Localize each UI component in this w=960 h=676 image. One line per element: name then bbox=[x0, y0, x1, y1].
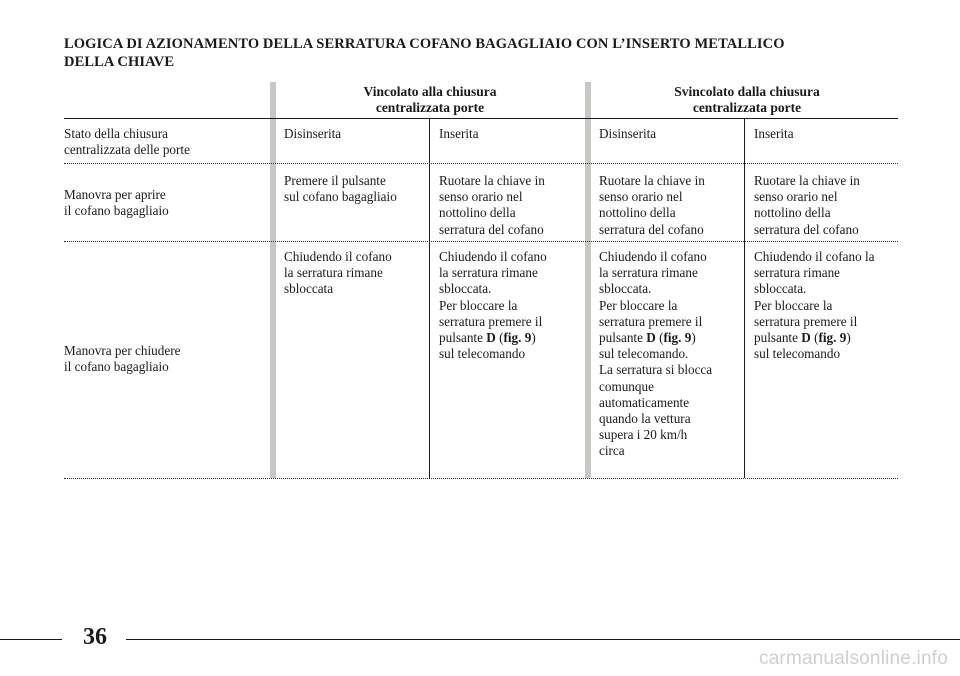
cell-text: Chiudendo il cofano la serratura rimane sbloccata. Per bloccare la serratura premere il pulsante bbox=[599, 249, 707, 346]
row-label-close-trunk: Manovra per chiudere il cofano bagagliaio bbox=[64, 343, 181, 375]
cell-text: Disinserita bbox=[599, 126, 657, 141]
cell-text: Inserita bbox=[754, 126, 794, 141]
cell-text: Chiudendo il cofano la serratura rimane sbloccata. Per bloccare la serratura premere il pulsante bbox=[439, 249, 547, 346]
cell-text: ( bbox=[810, 330, 819, 346]
cell-text: Inserita bbox=[439, 126, 479, 141]
page-title: LOGICA DI AZIONAMENTO DELLA SERRATURA COFANO BAGAGLIAIO CON L’INSERTO METALLICO DELLA CHIAVE bbox=[64, 36, 785, 70]
table-cell bbox=[439, 249, 547, 362]
table-header-rule bbox=[64, 118, 898, 119]
cell-bold-text: fig. 9 bbox=[818, 330, 847, 346]
watermark: carmanualsonline.info bbox=[758, 648, 948, 669]
table-cell bbox=[599, 249, 712, 460]
table-cell bbox=[439, 126, 479, 142]
footer-rule-left bbox=[0, 639, 62, 640]
cell-text: Ruotare la chiave in senso orario nel nottolino della serratura del cofano bbox=[439, 173, 545, 237]
table-cell bbox=[439, 173, 545, 238]
group-header-unlinked: Svincolato dalla chiusura centralizzata porte bbox=[674, 84, 820, 115]
group-header-linked: Vincolato alla chiusura centralizzata porte bbox=[363, 84, 497, 115]
row-divider bbox=[64, 241, 898, 242]
column-separator-bar-left bbox=[270, 82, 276, 478]
cell-text: Premere il pulsante sul cofano bagagliaio bbox=[284, 173, 397, 205]
page-number: 36 bbox=[83, 624, 107, 650]
table-cell bbox=[284, 126, 341, 142]
table-cell bbox=[284, 249, 392, 298]
table-cell bbox=[754, 249, 875, 362]
table-bottom-rule bbox=[64, 478, 898, 479]
table-cell bbox=[599, 173, 705, 238]
cell-bold-text: D bbox=[801, 330, 811, 346]
table-cell bbox=[754, 173, 860, 238]
table-cell bbox=[754, 126, 794, 142]
row-divider bbox=[64, 163, 898, 164]
cell-text: ( bbox=[495, 330, 504, 346]
column-divider-left bbox=[429, 118, 430, 478]
cell-text: ) sul telecomando bbox=[439, 330, 536, 362]
cell-bold-text: D bbox=[646, 330, 656, 346]
cell-text: ) sul telecomando. La serratura si blocca comunque automaticamente quando la vettura supera i 20 km/h circa bbox=[599, 330, 713, 459]
cell-bold-text: fig. 9 bbox=[663, 330, 692, 346]
table-cell bbox=[284, 173, 397, 205]
cell-text: Ruotare la chiave in senso orario nel nottolino della serratura del cofano bbox=[754, 173, 860, 237]
cell-bold-text: fig. 9 bbox=[503, 330, 532, 346]
table-cell bbox=[599, 126, 656, 142]
row-label-open-trunk: Manovra per aprire il cofano bagagliaio bbox=[64, 187, 169, 219]
cell-text: Ruotare la chiave in senso orario nel nottolino della serratura del cofano bbox=[599, 173, 705, 237]
cell-text: ( bbox=[655, 330, 664, 346]
cell-bold-text: D bbox=[486, 330, 496, 346]
column-separator-bar-right bbox=[585, 82, 591, 478]
cell-text: Disinserita bbox=[284, 126, 342, 141]
column-divider-right bbox=[744, 118, 745, 478]
row-label-lock-status: Stato della chiusura centralizzata delle porte bbox=[64, 126, 190, 158]
cell-text: Chiudendo il cofano la serratura rimane sbloccata bbox=[284, 249, 392, 297]
cell-text: ) sul telecomando bbox=[754, 330, 851, 362]
footer-rule-right bbox=[126, 639, 960, 640]
cell-text: Chiudendo il cofano la serratura rimane sbloccata. Per bloccare la serratura premere il pulsante bbox=[754, 249, 875, 346]
